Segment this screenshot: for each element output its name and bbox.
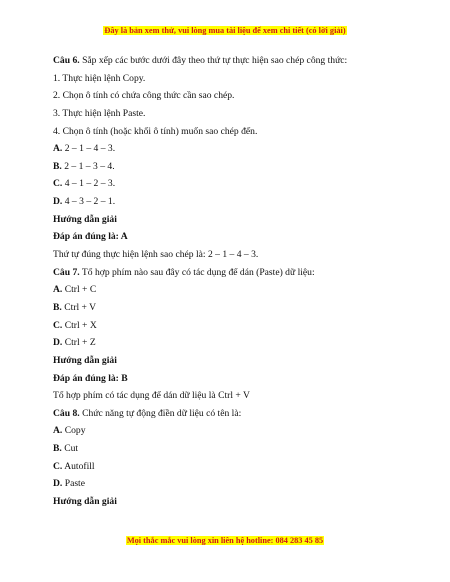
question-7-option-d	[53, 334, 393, 352]
question-8-label: Câu 8.	[53, 407, 80, 419]
option-letter: C.	[53, 178, 63, 190]
option-text: 4 – 1 – 2 – 3.	[64, 178, 116, 190]
option-letter: B.	[53, 301, 62, 313]
question-7-option-c	[53, 317, 393, 335]
question-6-option-a	[53, 140, 393, 158]
question-7-explanation: Tổ hợp phím có tác dụng để dán dữ liệu là Ctrl + V	[53, 390, 250, 402]
question-8	[53, 405, 393, 423]
option-text: Ctrl + C	[64, 284, 97, 296]
option-text: Paste	[64, 478, 85, 490]
hotline-notice-banner	[0, 536, 450, 545]
question-6-explanation: Thứ tự đúng thực hiện lệnh sao chép là: 2 – 1 – 4 – 3.	[53, 249, 259, 261]
option-text: Autofill	[64, 460, 95, 472]
question-8-text: Chức năng tự động điền dữ liệu có tên là:	[82, 407, 242, 419]
question-7-answer: Đáp án đúng là: B	[53, 372, 128, 384]
option-text: 2 – 1 – 4 – 3.	[64, 143, 116, 155]
option-letter: D.	[53, 196, 63, 208]
hotline-notice-text: Mọi thắc mắc vui lòng xin liên hệ hotline: 084 283 45 85	[126, 536, 324, 545]
question-6-option-d	[53, 193, 393, 211]
preview-notice-banner	[0, 26, 450, 35]
option-letter: D.	[53, 337, 63, 349]
question-8-guide-heading: Hướng dẫn giải	[53, 496, 117, 508]
question-6-option-b	[53, 158, 393, 176]
question-6-answer: Đáp án đúng là: A	[53, 231, 128, 243]
question-6-step: 4. Chọn ô tính (hoặc khối ô tính) muốn sao chép đến.	[53, 125, 258, 137]
option-letter: D.	[53, 478, 63, 490]
question-7	[53, 264, 393, 282]
option-letter: A.	[53, 425, 63, 437]
question-6-option-c	[53, 175, 393, 193]
option-text: Ctrl + X	[64, 319, 97, 331]
question-6-text: Sắp xếp các bước dưới đây theo thứ tự thực hiện sao chép công thức:	[82, 55, 348, 66]
option-letter: C.	[53, 460, 63, 472]
question-8-option-b	[53, 440, 393, 458]
option-text: 4 – 3 – 2 – 1.	[64, 196, 116, 208]
question-7-option-b	[53, 299, 393, 317]
option-letter: B.	[53, 160, 62, 172]
question-6-step: 2. Chọn ô tính có chứa công thức cần sao chép.	[53, 90, 235, 102]
question-7-label: Câu 7.	[53, 266, 80, 278]
question-8-option-d	[53, 475, 393, 493]
question-6-step: 1. Thực hiện lệnh Copy.	[53, 72, 146, 84]
option-text: 2 – 1 – 3 – 4.	[64, 160, 115, 172]
question-7-text: Tổ hợp phím nào sau đây có tác dụng để dán (Paste) dữ liệu:	[81, 266, 315, 278]
option-text: Ctrl + V	[64, 301, 97, 313]
question-8-option-c	[53, 458, 393, 476]
question-7-guide-heading: Hướng dẫn giải	[53, 354, 117, 366]
question-6-guide-heading: Hướng dẫn giải	[53, 213, 117, 225]
question-8-option-a	[53, 422, 393, 440]
option-text: Ctrl + Z	[64, 337, 96, 349]
option-text: Cut	[64, 443, 79, 455]
preview-notice-text: Đây là bản xem thử, vui lòng mua tài liệu để xem chi tiết (có lời giải)	[104, 26, 346, 35]
option-letter: A.	[53, 284, 63, 296]
question-6-label: Câu 6.	[53, 55, 80, 66]
option-text: Copy	[64, 425, 86, 437]
option-letter: B.	[53, 443, 62, 455]
option-letter: C.	[53, 319, 63, 331]
document-body	[53, 52, 393, 511]
question-6	[53, 52, 393, 70]
question-6-step: 3. Thực hiện lệnh Paste.	[53, 107, 146, 119]
option-letter: A.	[53, 143, 63, 155]
question-7-option-a	[53, 281, 393, 299]
